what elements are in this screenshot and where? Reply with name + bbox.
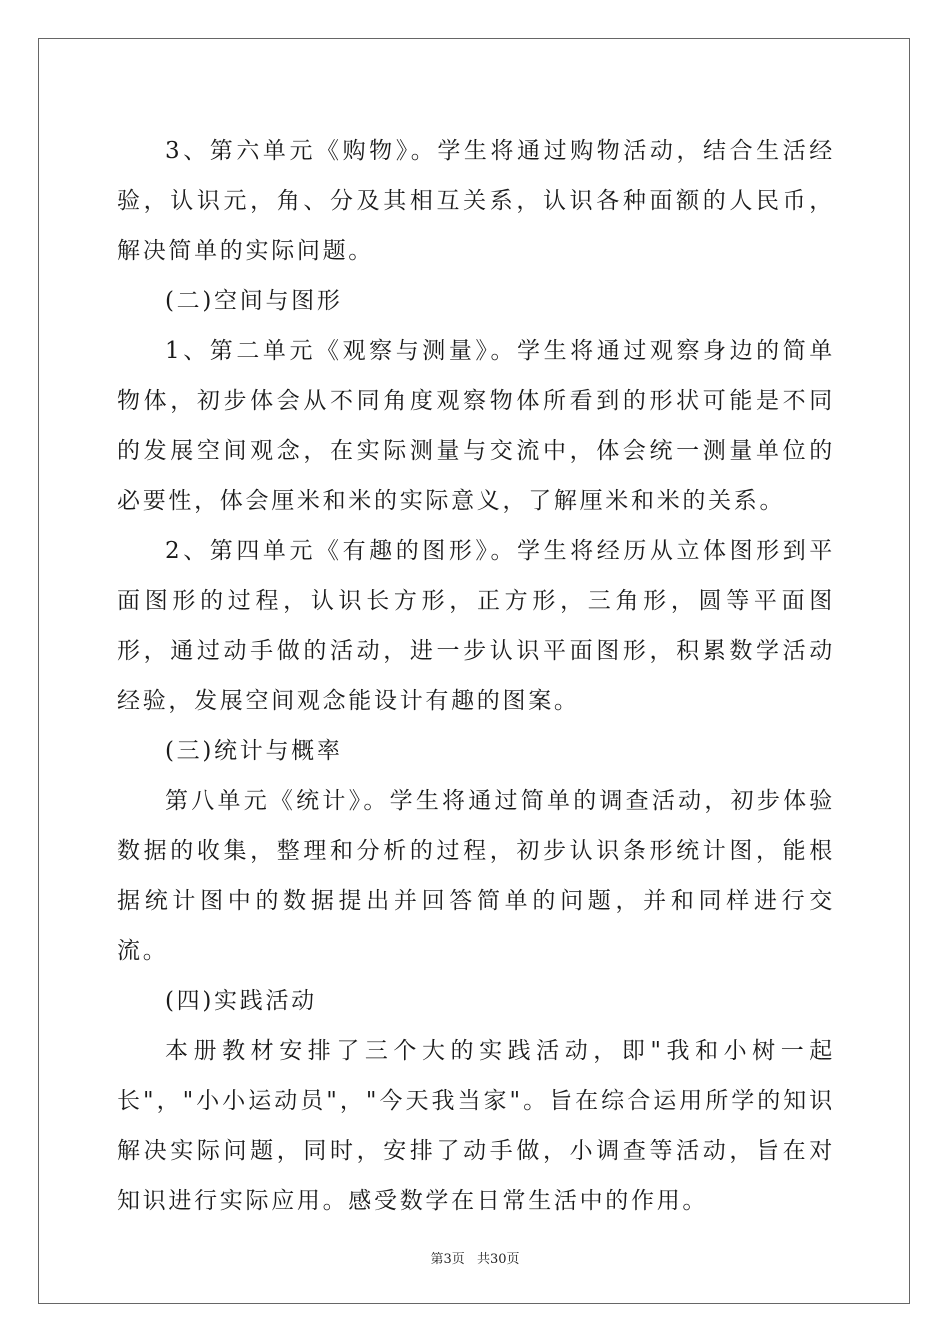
paragraph-statistics-unit: 第八单元《统计》。学生将通过简单的调查活动，初步体验数据的收集，整理和分析的过程，初步认识条形统计图，能根据统计图中的数据提出并回答简单的问题，并和同样进行交流。 [117, 788, 835, 964]
section-heading-practice: (四)实践活动 [165, 988, 317, 1014]
section-heading-space-shapes: (二)空间与图形 [165, 288, 343, 314]
page-number-total: 共30页 [476, 1252, 520, 1267]
page-footer [0, 1248, 950, 1267]
paragraph-observation-unit: 1、第二单元《观察与测量》。学生将通过观察身边的简单物体，初步体会从不同角度观察物体所看到的形状可能是不同的发展空间观念，在实际测量与交流中，体会统一测量单位的必要性，体会厘米和米的实际意义，了解厘米和米的关系。 [117, 338, 835, 514]
paragraph-practice-activities: 本册教材安排了三个大的实践活动，即"我和小树一起长"，"小小运动员"，"今天我当家"。旨在综合运用所学的知识解决实际问题，同时，安排了动手做，小调查等活动，旨在对知识进行实际应用。感受数学在日常生活中的作用。 [117, 1038, 835, 1214]
paragraph-shopping-unit: 3、第六单元《购物》。学生将通过购物活动，结合生活经验，认识元，角、分及其相互关系，认识各种面额的人民币，解决简单的实际问题。 [117, 138, 835, 264]
document-body [117, 126, 835, 1226]
paragraph-shapes-unit: 2、第四单元《有趣的图形》。学生将经历从立体图形到平面图形的过程，认识长方形，正方形，三角形，圆等平面图形，通过动手做的活动，进一步认识平面图形，积累数学活动经验，发展空间观念能设计有趣的图案。 [117, 538, 835, 714]
page-number-current: 第3页 [430, 1252, 465, 1267]
section-heading-statistics: (三)统计与概率 [165, 738, 343, 764]
